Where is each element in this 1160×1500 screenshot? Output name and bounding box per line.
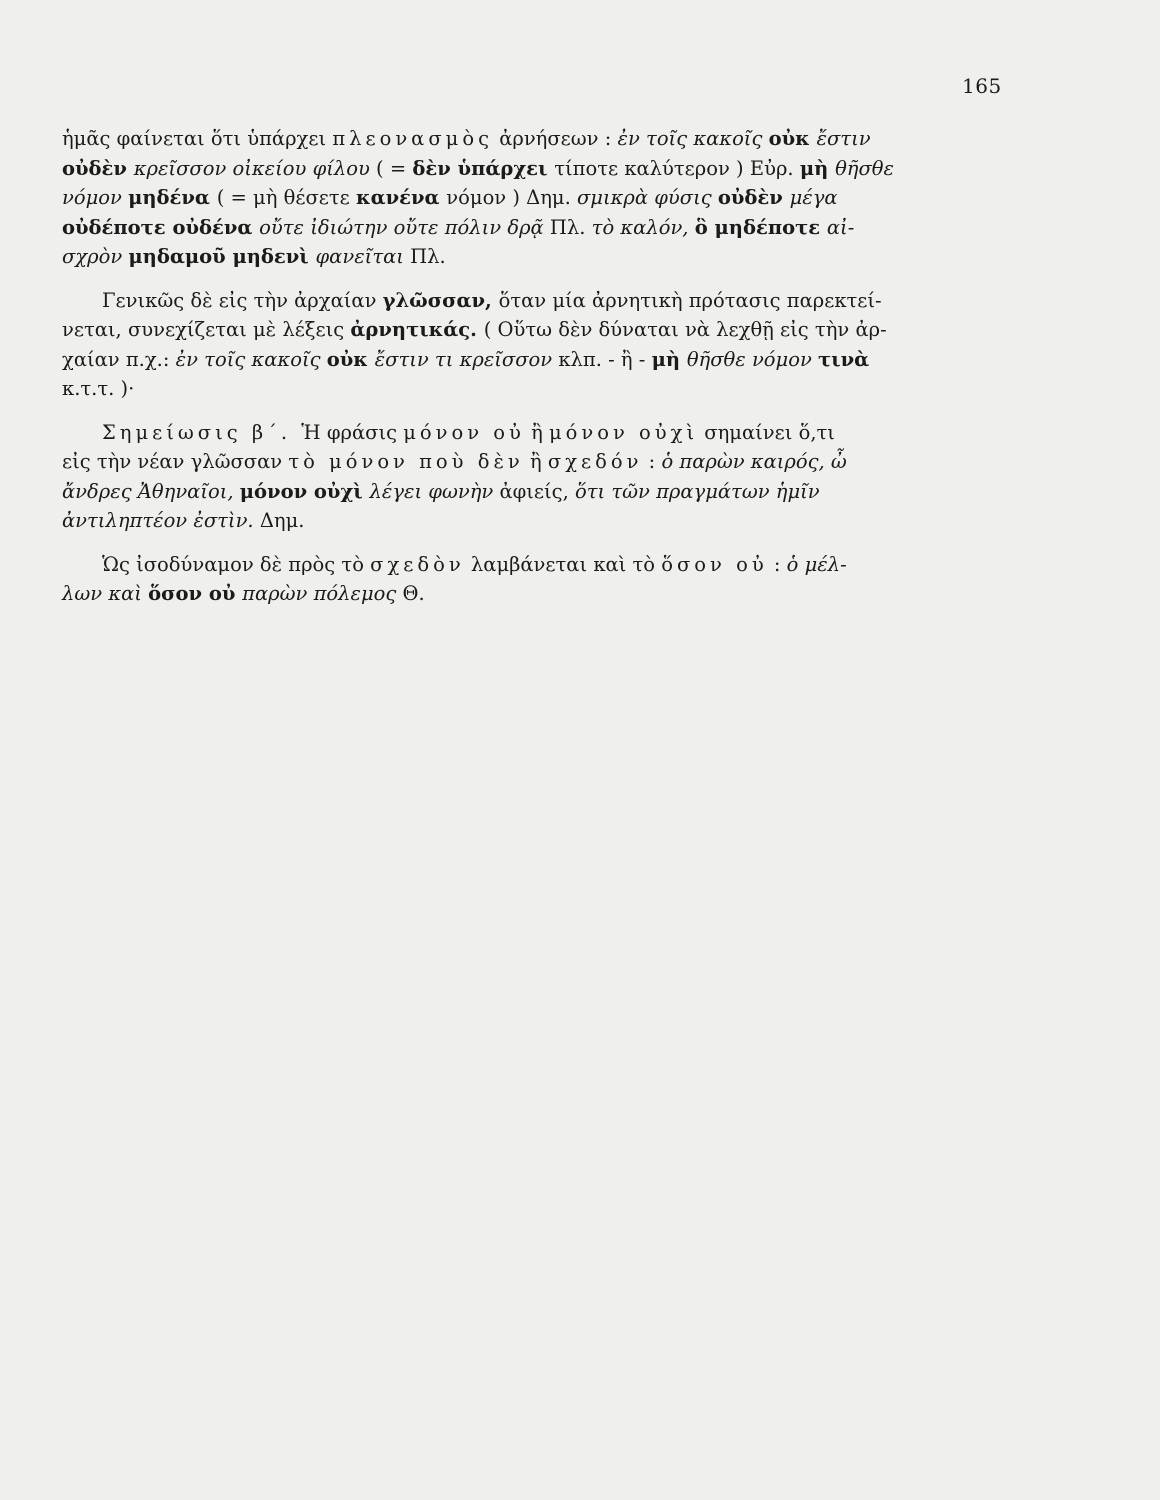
text-run: ἔστιν τι κρεῖσσον [374,347,559,371]
text-run: ἔστιν [816,127,871,150]
text-run: οὔτε ἰδιώτην οὔτε πόλιν δρᾷ [259,215,550,239]
text-line [62,579,1007,609]
paragraph-3 [62,418,1007,536]
text-run: ἄνδρες Ἀθηναῖοι, [62,479,240,503]
text-line [62,477,1007,507]
text-run: μηδένα [128,186,217,209]
body-text [62,124,1007,609]
text-run: ἀρνήσεων : [493,127,618,150]
text-run: τὸ καλόν, [591,215,695,239]
text-run: τινὰ [818,347,870,371]
text-run: ὁ παρὼν καιρός, ὦ [661,450,847,473]
text-run: Θ. [402,582,425,605]
text-run: οὐκ [768,127,817,150]
text-run: ἀρνητικάς. [350,318,484,341]
text-line [62,242,1007,272]
text-run: : [767,552,787,576]
text-line [62,374,1007,404]
text-run: μόνον οὐ [403,420,525,444]
text-run: ( = [376,156,413,180]
text-run: πλεονασμὸς [332,127,493,150]
text-run: λαμβάνεται καὶ τὸ [464,552,662,576]
paragraph-gap [62,404,1007,418]
text-run: γλῶσσαν, [382,288,499,312]
paragraph-2 [62,286,1007,404]
paragraph-gap [62,536,1007,550]
text-run: παρὼν πόλεμος [242,582,403,605]
text-line [62,315,1007,345]
text-line [62,213,1007,243]
text-run: ὅτι τῶν πραγμάτων ἡμῖν [575,479,820,503]
text-run: σμικρὰ φύσις [577,186,718,209]
text-run: ὁ μέλ- [786,552,847,576]
text-run: λέγει φωνὴν [369,479,500,503]
text-line [62,286,1007,316]
text-run: σχεδόν [547,450,643,473]
text-run: οὐδὲν [717,186,790,209]
text-run: χαίαν π.χ.: [62,347,176,371]
text-run: Δημ. [259,509,305,532]
text-run: κρεῖσσον οἰκείου φίλου [133,156,377,180]
text-run: Ὡς ἰσοδύναμον δὲ πρὸς τὸ [102,552,371,576]
text-line [62,154,1007,184]
text-run: μηδαμοῦ μηδενὶ [128,245,316,268]
text-run: κλπ. - ἢ - [558,347,652,371]
text-run: μόνον οὐχὶ [548,420,699,444]
text-run: οὐκ [326,347,375,371]
text-run: σημαίνει ὅ,τι [698,420,835,444]
text-run: ἐν τοῖς κακοῖς [175,347,327,371]
text-line [62,124,1007,154]
text-run: θῆσθε [835,156,895,180]
text-run: μόνον οὐχὶ [239,479,370,503]
text-run: ὅσον οὐ [661,552,768,576]
text-run: νόμον [62,186,129,209]
text-run: σχεδὸν [370,552,465,576]
text-run: οὐδὲν [62,156,134,180]
text-line [62,345,1007,375]
text-run: νεται, συνεχίζεται μὲ λέξεις [62,318,351,341]
paragraph-1 [62,124,1007,272]
text-run: ὅσον οὐ [148,582,243,605]
text-run: τίποτε καλύτερον ) Εὐρ. [554,156,800,180]
text-run: οὐδέποτε οὐδένα [62,215,260,239]
text-run: : [642,450,662,473]
text-run: ὃ μηδέποτε [694,215,827,239]
text-run: εἰς τὴν νέαν γλῶσσαν [62,450,289,473]
text-run: κ.τ.τ. )· [62,377,135,400]
text-run: θῆσθε νόμον [686,347,819,371]
text-run: μέγα [789,186,838,209]
text-run: Πλ. [410,245,446,268]
text-run: ( Οὕτω δὲν δύναται νὰ λεχθῇ εἰς τὴν ἀρ- [483,318,887,341]
text-run: ὅταν μία ἀρνητικὴ πρότασις παρεκτεί- [498,288,882,312]
text-run: κανένα [355,186,447,209]
text-run: ἢ [523,450,548,473]
text-run: ( = μὴ θέσετε [216,186,356,209]
text-run: δὲν ὑπάρχει [412,156,555,180]
text-run: ἀφιείς, [499,479,575,503]
text-run: ἡμᾶς φαίνεται ὅτι ὑπάρχει [62,127,333,150]
text-run: σχρὸν [62,245,129,268]
text-run: ἐν τοῖς κακοῖς [617,127,769,150]
text-run: Ἡ φράσις [301,420,404,444]
paragraph-4 [62,550,1007,609]
text-run: τὸ μόνον ποὺ δὲν [288,450,524,473]
text-run: Γενικῶς δὲ εἰς τὴν ἀρχαίαν [102,288,383,312]
text-line [62,183,1007,213]
text-line [62,550,1007,580]
text-run: φανεῖται [315,245,411,268]
text-run: Σημείωσις β΄. [102,420,302,444]
text-run: λων καὶ [62,582,149,605]
paragraph-gap [62,272,1007,286]
text-run: μὴ [799,156,836,180]
text-run: ἢ [524,420,549,444]
text-run: μὴ [651,347,687,371]
text-line [62,506,1007,536]
text-run: Πλ. [549,215,592,239]
text-run: αἰ- [826,215,855,239]
text-line [62,447,1007,477]
text-line [62,418,1007,448]
page-number: 165 [962,74,1002,98]
text-run: ἀντιληπτέον ἐστὶν. [62,509,260,532]
text-run: νόμον ) Δημ. [446,186,577,209]
